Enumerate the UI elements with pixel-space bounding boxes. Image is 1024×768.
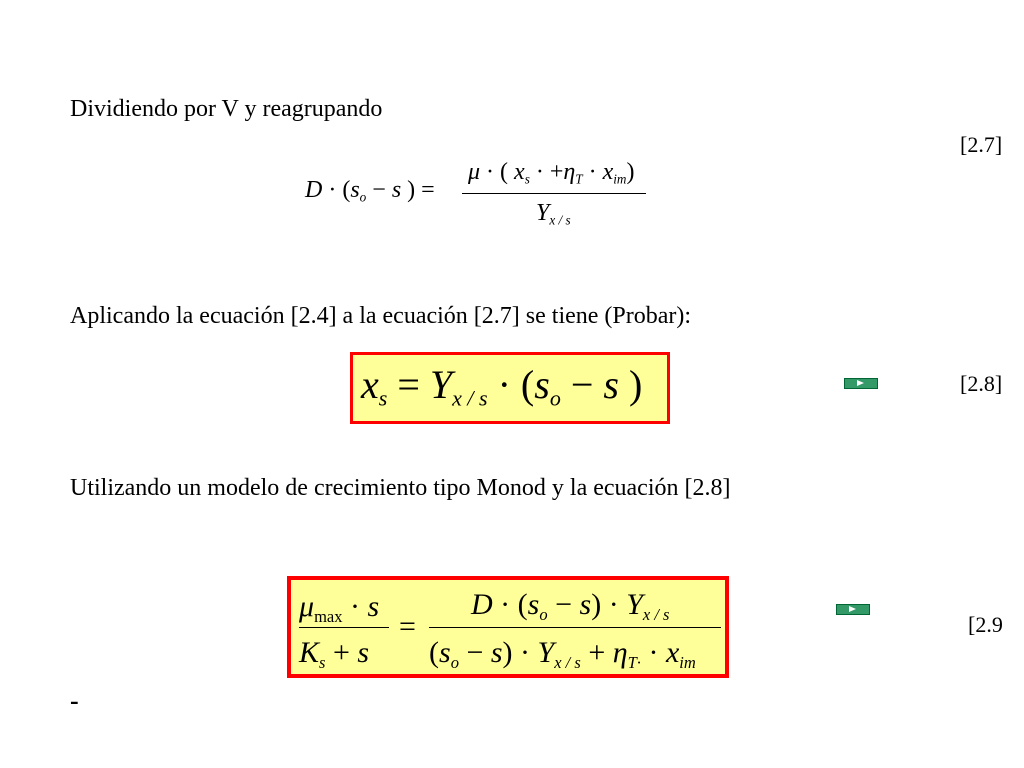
paragraph-aplicando: Aplicando la ecuación [2.4] a la ecuación [2.7] se tiene (Probar): [70, 303, 692, 329]
equation-ref-2-8: [2.8] [960, 371, 1003, 396]
nav-button-2-8[interactable] [844, 378, 878, 389]
paragraph-dividiendo: Dividiendo por V y reagrupando [70, 96, 383, 122]
nav-button-2-9[interactable] [836, 604, 870, 615]
play-arrow-icon [857, 380, 864, 386]
equation-2-9-box: $\mu_{max} \cdot s$ $K_s + s$ = $D \cdot (s_o - s) \cdot Y_{x / s}$ $(s_o - s) \cdot Y_{x / s} + \eta_{T\cdot} \cdot x_{im}$ [287, 576, 729, 678]
equation-ref-2-9: [2.9 [968, 612, 1003, 637]
equation-2-8-box [350, 352, 670, 424]
equation-2-8: $x_s = Y_{x / s} \cdot (s_o - s$ ) [361, 362, 643, 411]
paragraph-utilizando: Utilizando un modelo de crecimiento tipo Monod y la ecuación [2.8] [70, 475, 731, 501]
bullet-dash: - [70, 686, 79, 715]
equation-ref-2-7: [2.7] [960, 132, 1003, 157]
play-arrow-icon [849, 606, 856, 612]
